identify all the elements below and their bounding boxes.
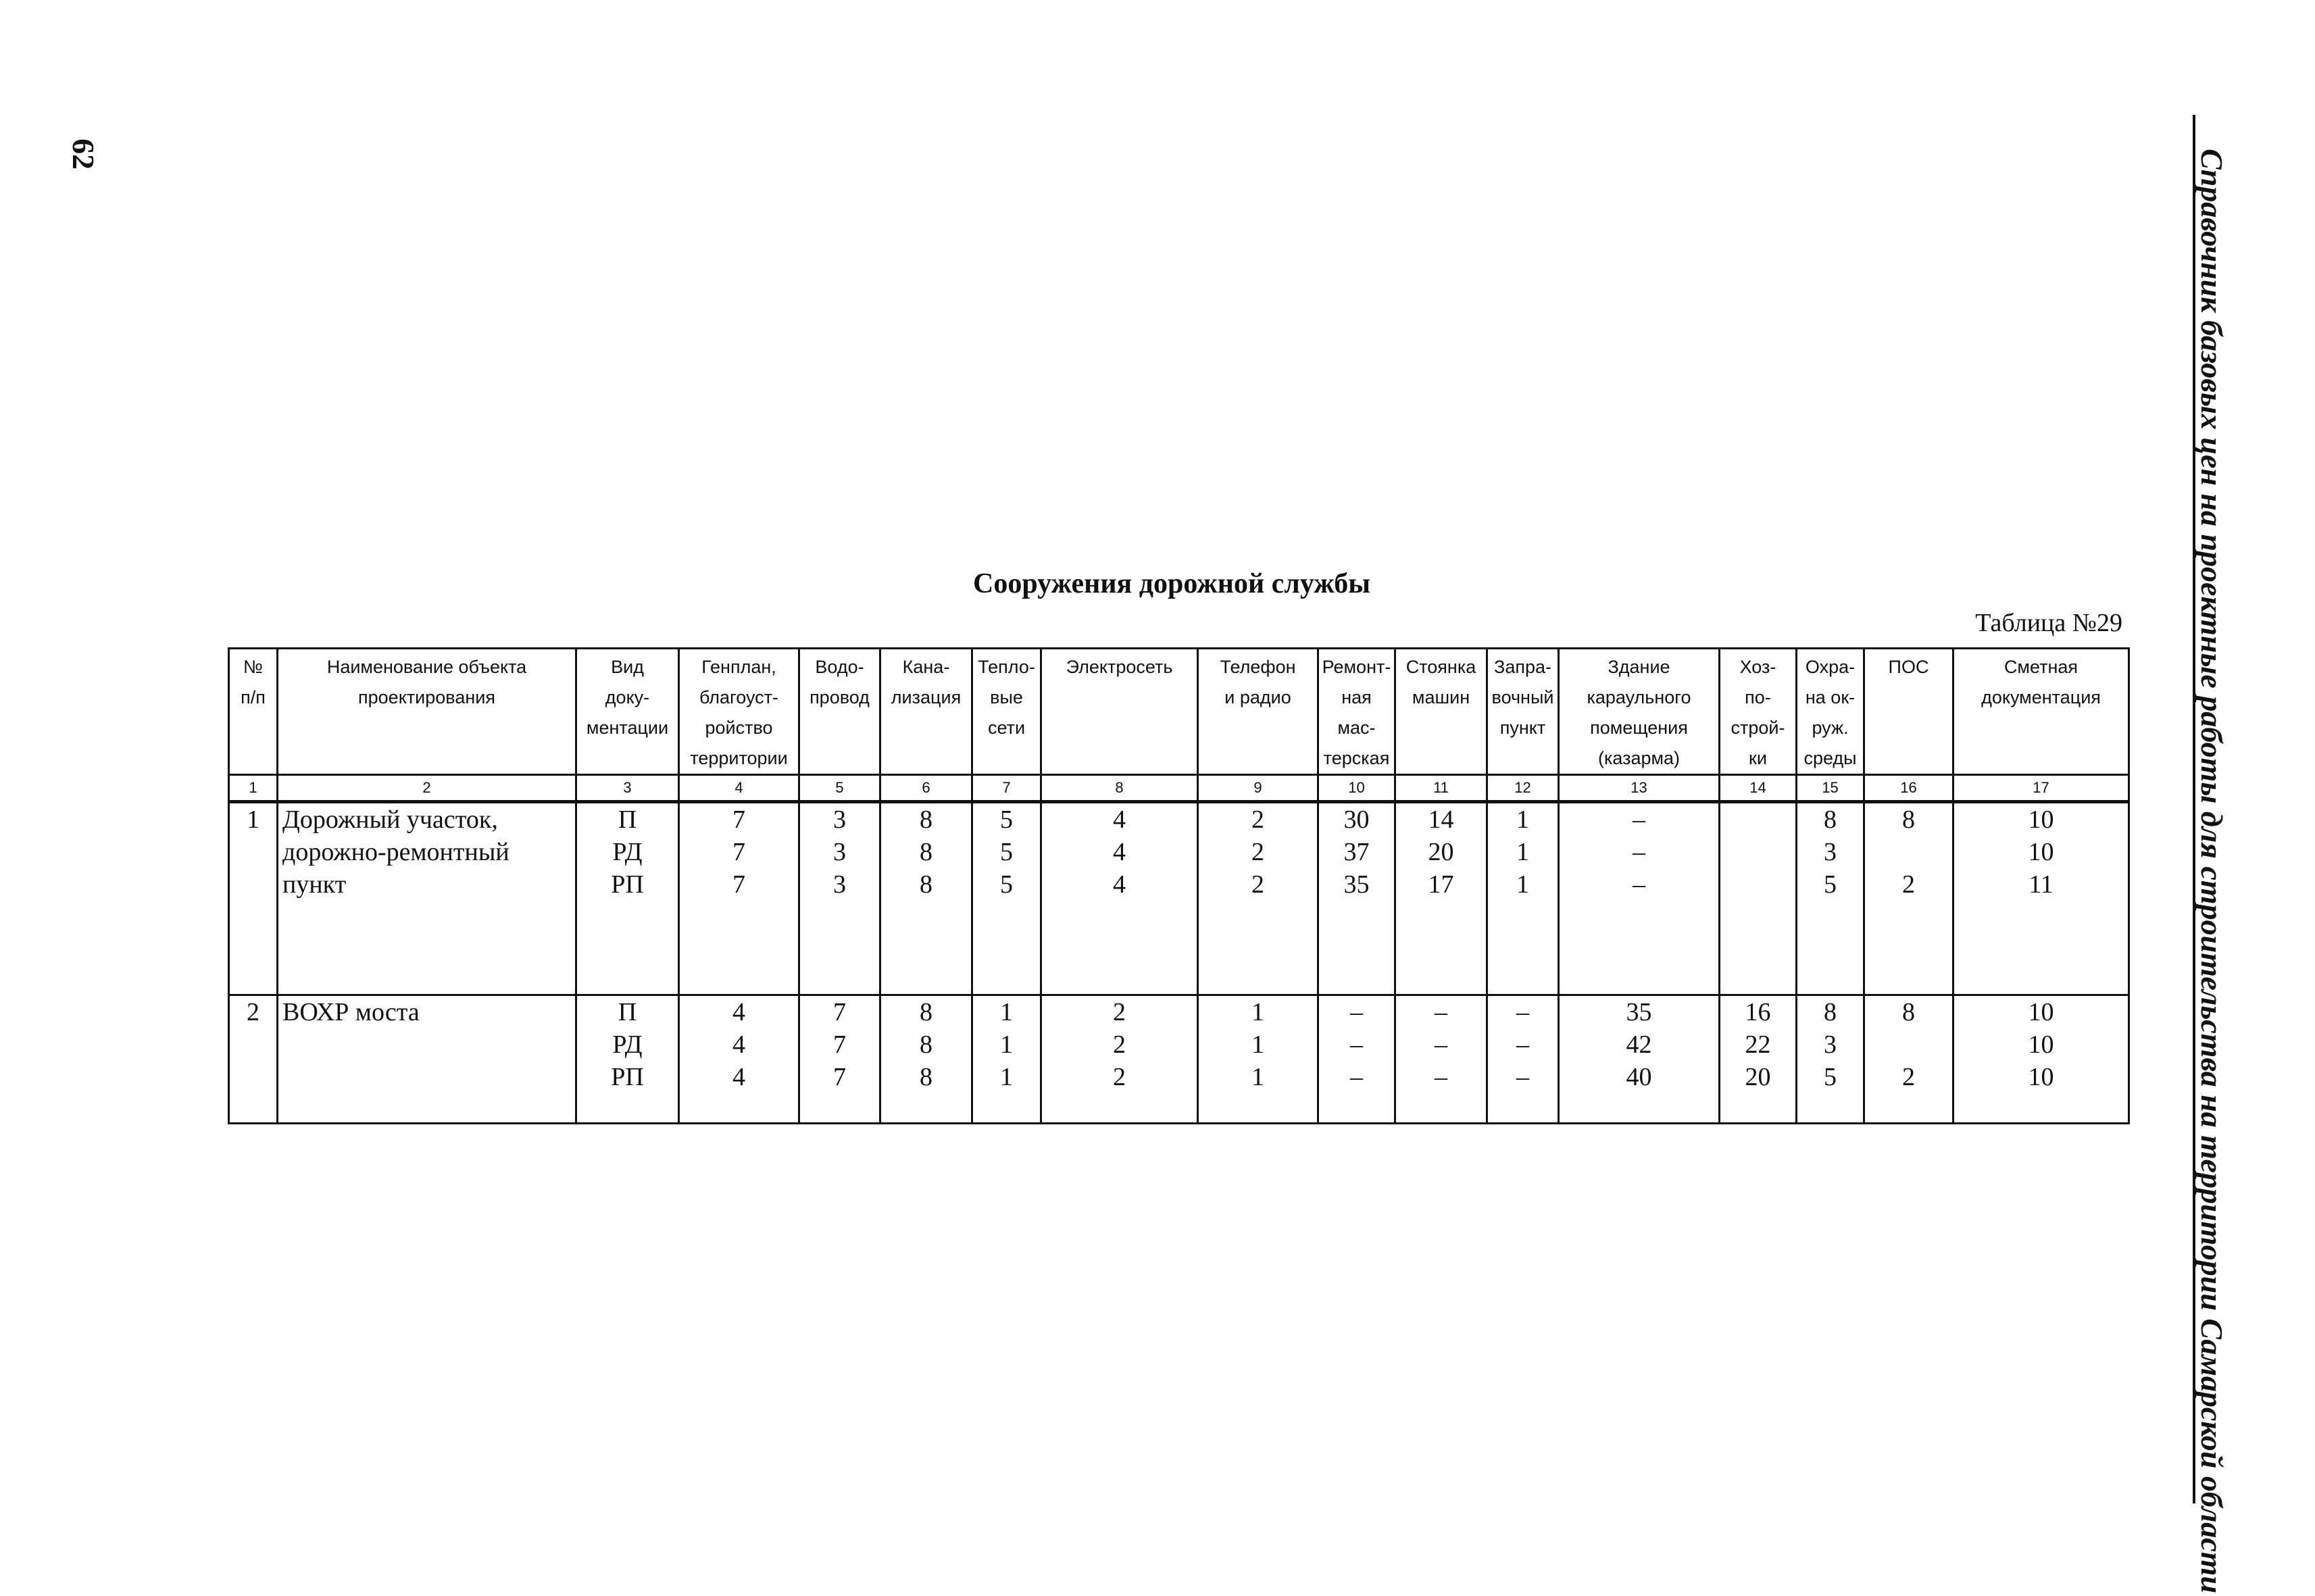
cell-value: – xyxy=(1633,838,1645,866)
column-header-line: Охра- xyxy=(1805,657,1856,677)
table-header-row xyxy=(229,649,2129,775)
cell-value: 14 xyxy=(1428,805,1454,834)
cell-value: П xyxy=(618,998,637,1026)
column-header-line: лизация xyxy=(891,687,962,707)
cell-value: 8 xyxy=(1902,805,1915,834)
column-header-line: Запра- xyxy=(1494,657,1551,677)
cell-value: 8 xyxy=(1824,805,1837,834)
cell-value: – xyxy=(1435,1030,1447,1059)
table-cell xyxy=(1041,802,1198,995)
column-header-13 xyxy=(1559,649,1720,775)
table-cell xyxy=(1797,802,1864,995)
data-table xyxy=(228,647,2130,1124)
table-cell xyxy=(972,995,1041,1124)
table-cell xyxy=(1864,802,1953,995)
cell-value: – xyxy=(1633,805,1645,834)
column-number: 5 xyxy=(799,775,880,802)
object-name xyxy=(278,995,576,1124)
cell-value xyxy=(1720,836,1795,868)
cell-value: 4 xyxy=(732,1030,745,1059)
cell-value: 7 xyxy=(732,838,745,866)
column-header-line: Генплан, xyxy=(701,657,776,677)
cell-value: 8 xyxy=(920,1030,932,1059)
cell-value: – xyxy=(1516,1063,1529,1091)
column-header-5 xyxy=(799,649,880,775)
cell-value: 40 xyxy=(1626,1063,1652,1091)
table-cell xyxy=(799,995,880,1124)
cell-value: 2 xyxy=(1113,998,1126,1026)
cell-value: 10 xyxy=(2028,1030,2054,1059)
column-header-line: ПОС xyxy=(1888,657,1929,677)
column-number: 6 xyxy=(880,775,972,802)
cell-value: 1 xyxy=(1251,1030,1264,1059)
cell-value: – xyxy=(1633,870,1645,899)
table-cell xyxy=(1395,995,1487,1124)
object-name xyxy=(278,802,576,995)
column-header-2 xyxy=(278,649,576,775)
column-header-4 xyxy=(679,649,799,775)
column-header-line: ная xyxy=(1341,687,1372,707)
cell-value: 2 xyxy=(1902,870,1915,899)
column-header-line: п/п xyxy=(241,687,266,707)
cell-value xyxy=(1865,1028,1952,1061)
column-number: 9 xyxy=(1198,775,1318,802)
cell-value: 1 xyxy=(1000,998,1013,1026)
cell-value: – xyxy=(1435,1063,1447,1091)
cell-value: – xyxy=(1516,1030,1529,1059)
column-number: 12 xyxy=(1487,775,1559,802)
column-header-line: Водо- xyxy=(815,657,864,677)
cell-value: 7 xyxy=(732,870,745,899)
column-header-line: Хоз- xyxy=(1739,657,1776,677)
cell-value: 5 xyxy=(1824,870,1837,899)
column-header-line: Наименование объекта xyxy=(326,657,527,677)
cell-value: 10 xyxy=(2028,838,2054,866)
table-cell xyxy=(1487,995,1559,1124)
column-header-9 xyxy=(1198,649,1318,775)
cell-value: 37 xyxy=(1343,838,1370,866)
column-header-line: вые xyxy=(990,687,1023,707)
column-header-line: Сметная xyxy=(2003,657,2078,677)
column-header-line: Телефон xyxy=(1220,657,1296,677)
cell-value: – xyxy=(1516,998,1529,1026)
object-name-line: дорожно-ремонтный пункт xyxy=(282,838,509,899)
cell-value: 4 xyxy=(1113,805,1126,834)
column-header-line: Вид xyxy=(611,657,644,677)
table-cell xyxy=(1198,995,1318,1124)
cell-value: РП xyxy=(611,1063,644,1091)
column-header-line: помещения xyxy=(1590,718,1688,738)
cell-value: 10 xyxy=(2028,1063,2054,1091)
table-label: Таблица №29 xyxy=(1975,609,2122,637)
table-cell xyxy=(1559,995,1720,1124)
cell-value: 3 xyxy=(833,838,846,866)
cell-value: 1 xyxy=(1251,1063,1264,1091)
column-header-line: мас- xyxy=(1337,718,1376,738)
column-header-line: Тепло- xyxy=(978,657,1035,677)
column-header-11 xyxy=(1395,649,1487,775)
table-cell xyxy=(1953,802,2129,995)
table-cell xyxy=(679,995,799,1124)
column-header-line: ройство xyxy=(705,718,773,738)
cell-value: 20 xyxy=(1745,1063,1771,1091)
column-number: 3 xyxy=(576,775,679,802)
table-cell xyxy=(1318,802,1395,995)
cell-value: 1 xyxy=(1516,805,1529,834)
cell-value: – xyxy=(1435,998,1447,1026)
table-cell xyxy=(880,802,972,995)
column-header-8 xyxy=(1041,649,1198,775)
table-cell xyxy=(1041,995,1198,1124)
column-header-line: Ремонт- xyxy=(1322,657,1391,677)
cell-value: 2 xyxy=(1251,870,1264,899)
column-header-line: Здание xyxy=(1608,657,1670,677)
table-cell xyxy=(1720,995,1797,1124)
cell-value: 7 xyxy=(732,805,745,834)
cell-value: 8 xyxy=(1824,998,1837,1026)
cell-value: 8 xyxy=(920,870,932,899)
table-cell xyxy=(1797,995,1864,1124)
table-cell xyxy=(1720,802,1797,995)
cell-value: 42 xyxy=(1626,1030,1652,1059)
cell-value: 8 xyxy=(1902,998,1915,1026)
table-cell xyxy=(1318,995,1395,1124)
cell-value: 5 xyxy=(1000,870,1013,899)
object-name-line: ВОХР моста xyxy=(282,998,420,1026)
side-title: Справочник базовых цен на проектные работы для строительства на территории Самарской области xyxy=(2195,149,2229,1594)
cell-value: 7 xyxy=(833,1063,846,1091)
cell-value: 1 xyxy=(1000,1063,1013,1091)
page-number: 62 xyxy=(66,139,101,170)
column-number: 17 xyxy=(1953,775,2129,802)
cell-value: 17 xyxy=(1428,870,1454,899)
cell-value: 35 xyxy=(1626,998,1652,1026)
column-header-7 xyxy=(972,649,1041,775)
cell-value: 1 xyxy=(1516,870,1529,899)
column-header-line: документация xyxy=(1981,687,2101,707)
column-header-15 xyxy=(1797,649,1864,775)
cell-value: 1 xyxy=(1000,1030,1013,1059)
column-header-line: машин xyxy=(1412,687,1470,707)
column-header-line: и радио xyxy=(1224,687,1291,707)
column-header-line: сети xyxy=(987,718,1026,738)
cell-value: 5 xyxy=(1824,1063,1837,1091)
cell-value: 3 xyxy=(833,870,846,899)
cell-value: 11 xyxy=(2028,870,2053,899)
cell-value: 8 xyxy=(920,838,932,866)
cell-value: 10 xyxy=(2028,805,2054,834)
column-number: 14 xyxy=(1720,775,1797,802)
column-header-1 xyxy=(229,649,278,775)
column-header-10 xyxy=(1318,649,1395,775)
cell-value: 2 xyxy=(1251,838,1264,866)
column-header-line: терская xyxy=(1323,748,1390,768)
table-cell xyxy=(1487,802,1559,995)
column-header-line: доку- xyxy=(605,687,650,707)
column-header-line: ки xyxy=(1749,748,1767,768)
column-header-line: пункт xyxy=(1499,718,1546,738)
cell-value xyxy=(1720,803,1795,836)
table-cell xyxy=(1953,995,2129,1124)
cell-value: 5 xyxy=(1000,838,1013,866)
column-header-6 xyxy=(880,649,972,775)
cell-value: 20 xyxy=(1428,838,1454,866)
cell-value: – xyxy=(1350,1030,1363,1059)
column-header-line: провод xyxy=(810,687,870,707)
table-cell xyxy=(972,802,1041,995)
column-header-line: проектирования xyxy=(358,687,495,707)
column-header-line: строй- xyxy=(1731,718,1785,738)
cell-value: 1 xyxy=(1516,838,1529,866)
column-number: 1 xyxy=(229,775,278,802)
column-number: 2 xyxy=(278,775,576,802)
cell-value: 1 xyxy=(1251,998,1264,1026)
column-number: 16 xyxy=(1864,775,1953,802)
column-header-12 xyxy=(1487,649,1559,775)
cell-value: 8 xyxy=(920,1063,932,1091)
table-cell xyxy=(799,802,880,995)
table-cell xyxy=(1864,995,1953,1124)
cell-value: 8 xyxy=(920,805,932,834)
column-number: 8 xyxy=(1041,775,1198,802)
column-header-14 xyxy=(1720,649,1797,775)
cell-value: 8 xyxy=(920,998,932,1026)
table-row xyxy=(229,802,2129,995)
column-number: 13 xyxy=(1559,775,1720,802)
column-header-16 xyxy=(1864,649,1953,775)
cell-value: 10 xyxy=(2028,998,2054,1026)
cell-value: 2 xyxy=(1251,805,1264,834)
cell-value: 22 xyxy=(1745,1030,1771,1059)
cell-value: 2 xyxy=(1113,1063,1126,1091)
cell-value: – xyxy=(1350,1063,1363,1091)
cell-value: П xyxy=(618,805,637,834)
column-header-line: территории xyxy=(690,748,788,768)
cell-value: 16 xyxy=(1745,998,1771,1026)
column-header-line: Электросеть xyxy=(1066,657,1173,677)
column-header-line: ментации xyxy=(586,718,669,738)
column-number: 10 xyxy=(1318,775,1395,802)
row-number: 2 xyxy=(229,995,278,1124)
column-number: 4 xyxy=(679,775,799,802)
column-header-3 xyxy=(576,649,679,775)
column-number: 15 xyxy=(1797,775,1864,802)
column-header-line: Кана- xyxy=(902,657,950,677)
cell-value xyxy=(1865,836,1952,868)
cell-value: 5 xyxy=(1000,805,1013,834)
column-number: 11 xyxy=(1395,775,1487,802)
column-number: 7 xyxy=(972,775,1041,802)
cell-value: РД xyxy=(612,838,643,866)
table-cell xyxy=(576,995,679,1124)
cell-value: 7 xyxy=(833,1030,846,1059)
cell-value: 4 xyxy=(1113,838,1126,866)
table-cell xyxy=(880,995,972,1124)
table-column-numbers-row xyxy=(229,775,2129,802)
table-cell xyxy=(679,802,799,995)
table-row xyxy=(229,995,2129,1124)
table-cell xyxy=(1198,802,1318,995)
cell-value: 3 xyxy=(833,805,846,834)
object-name-line: Дорожный участок, xyxy=(282,805,498,834)
column-header-line: руж. xyxy=(1812,718,1849,738)
column-header-line: (казарма) xyxy=(1597,748,1681,768)
cell-value: РП xyxy=(611,870,644,899)
cell-value: 4 xyxy=(1113,870,1126,899)
page-title: Сооружения дорожной службы xyxy=(973,568,1370,599)
cell-value: 30 xyxy=(1343,805,1370,834)
table-cell xyxy=(1395,802,1487,995)
cell-value xyxy=(1720,868,1795,901)
cell-value: РД xyxy=(612,1030,643,1059)
column-header-line: Стоянка xyxy=(1405,657,1476,677)
cell-value: 4 xyxy=(732,998,745,1026)
column-header-line: благоуст- xyxy=(699,687,779,707)
cell-value: – xyxy=(1350,998,1363,1026)
column-header-line: № xyxy=(243,657,263,677)
column-header-line: среды xyxy=(1803,748,1857,768)
column-header-line: по- xyxy=(1745,687,1771,707)
column-header-17 xyxy=(1953,649,2129,775)
cell-value: 3 xyxy=(1824,838,1837,866)
column-header-line: караульного xyxy=(1587,687,1691,707)
cell-value: 2 xyxy=(1902,1063,1915,1091)
column-header-line: вочный xyxy=(1491,687,1554,707)
table-cell xyxy=(576,802,679,995)
cell-value: 3 xyxy=(1824,1030,1837,1059)
cell-value: 35 xyxy=(1343,870,1370,899)
cell-value: 7 xyxy=(833,998,846,1026)
table-cell xyxy=(1559,802,1720,995)
column-header-line: на ок- xyxy=(1805,687,1856,707)
cell-value: 2 xyxy=(1113,1030,1126,1059)
row-number: 1 xyxy=(229,802,278,995)
cell-value: 4 xyxy=(732,1063,745,1091)
